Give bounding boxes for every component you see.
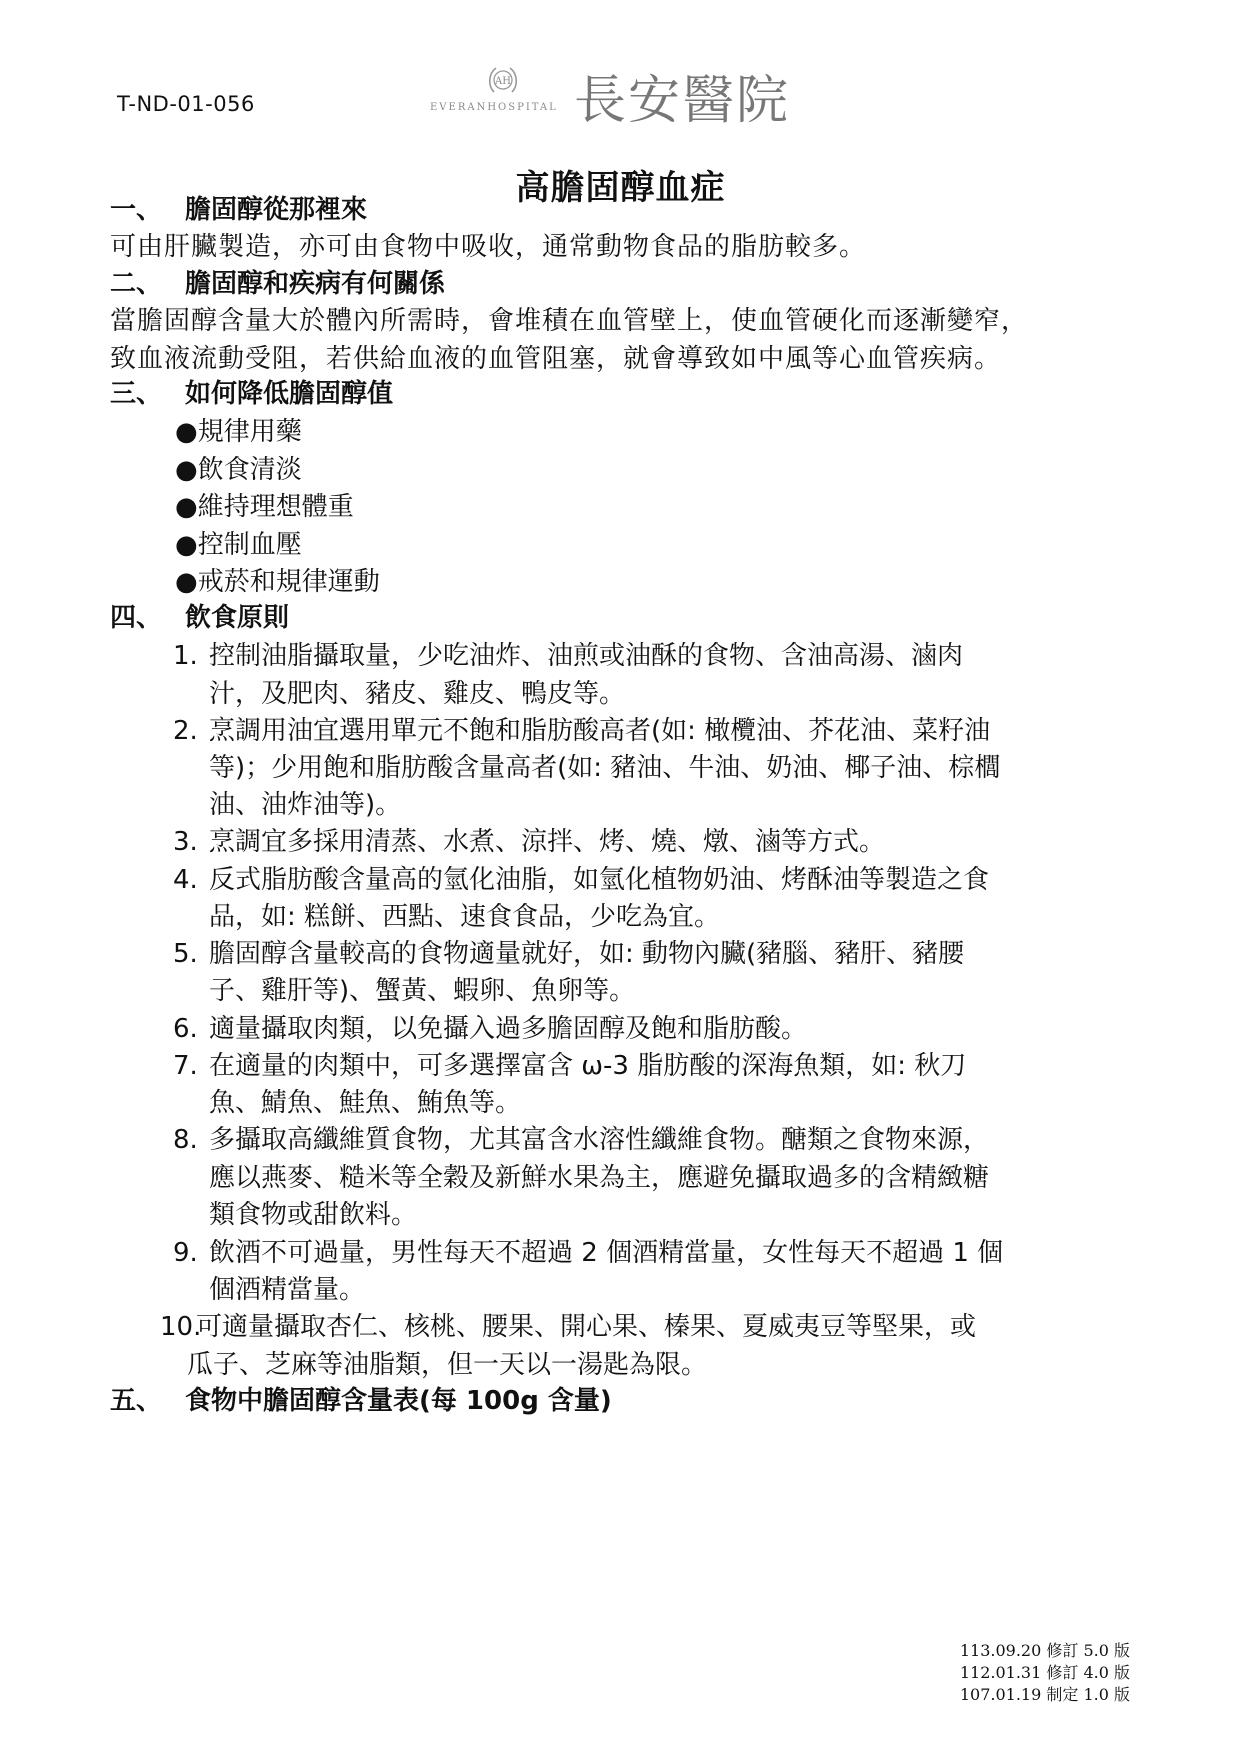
list-item-text: 飲酒不可過量，男性每天不超過 2 個酒精當量，女性每天不超過 1 個 [209, 1238, 1004, 1268]
bullet-text: 戒菸和規律運動 [197, 567, 380, 597]
list-item [160, 1306, 976, 1343]
bullet-item [175, 524, 302, 561]
list-item-continuation: 類食物或甜飲料。 [209, 1200, 418, 1230]
list-number: 9. [173, 1238, 198, 1268]
list-item-continuation: 應以燕麥、糙米等全穀及新鮮水果為主，應避免攝取過多的含精緻糖 [209, 1163, 990, 1193]
list-item [173, 1119, 989, 1156]
section-title: 飲食原則 [185, 603, 290, 633]
list-number: 10. [160, 1312, 202, 1342]
section-number: 三、 [110, 379, 163, 409]
bullet-item [175, 486, 354, 523]
list-item-text: 多攝取高纖維質食物，尤其富含水溶性纖維食物。醣類之食物來源， [209, 1125, 990, 1155]
list-number: 7. [173, 1051, 198, 1081]
bullet-icon: ● [175, 530, 198, 560]
list-item [173, 933, 964, 970]
list-item-continuation: 個酒精當量。 [209, 1275, 366, 1305]
bullet-icon: ● [175, 417, 198, 447]
list-item-text: 控制油脂攝取量，少吃油炸、油煎或油酥的食物、含油高湯、滷肉 [209, 641, 964, 671]
list-item [173, 710, 990, 747]
bullet-text: 飲食清淡 [197, 455, 302, 485]
list-item [173, 1045, 966, 1082]
page-title: 高膽固醇血症 [515, 168, 726, 208]
list-item-text: 烹調宜多採用清蒸、水煮、涼拌、烤、燒、燉、滷等方式。 [209, 827, 886, 857]
list-item [173, 635, 963, 672]
list-item-text: 烹調用油宜選用單元不飽和脂肪酸高者(如: 橄欖油、芥花油、菜籽油 [209, 716, 991, 746]
list-item [173, 859, 989, 896]
section-title: 膽固醇和疾病有何關係 [185, 269, 446, 299]
section-number: 五、 [110, 1386, 163, 1416]
bullet-item [175, 561, 380, 598]
list-item [173, 1232, 1003, 1269]
section-heading [110, 263, 445, 300]
list-item-continuation: 汁，及肥肉、豬皮、雞皮、鴨皮等。 [209, 679, 626, 709]
hospital-emblem-icon [484, 62, 522, 100]
section-title: 如何降低膽固醇值 [185, 379, 394, 409]
paragraph-line: 致血液流動受阻，若供給血液的血管阻塞，就會導致如中風等心血管疾病。 [110, 344, 1002, 374]
list-item [173, 821, 885, 858]
section-title: 食物中膽固醇含量表(每 100g 含量) [185, 1386, 612, 1416]
section-heading [110, 373, 393, 410]
list-item-text: 在適量的肉類中，可多選擇富含 ω-3 脂肪酸的深海魚類，如: 秋刀 [209, 1051, 967, 1081]
svg-text:AH: AH [495, 76, 511, 87]
section-title: 膽固醇從那裡來 [185, 195, 368, 225]
logo-english-name: EVERANHOSPITAL [430, 102, 558, 113]
list-item-continuation: 油、油炸油等)。 [209, 790, 402, 820]
section-heading [110, 597, 289, 634]
list-item-text: 反式脂肪酸含量高的氫化油脂，如氫化植物奶油、烤酥油等製造之食 [209, 865, 990, 895]
bullet-text: 維持理想體重 [197, 492, 354, 522]
revision-note: 107.01.19 制定 1.0 版 [959, 1685, 1130, 1704]
bullet-icon: ● [175, 455, 198, 485]
bullet-text: 控制血壓 [197, 530, 302, 560]
bullet-icon: ● [175, 567, 198, 597]
list-number: 6. [173, 1014, 198, 1044]
revision-note: 113.09.20 修訂 5.0 版 [959, 1641, 1130, 1660]
section-number: 二、 [110, 269, 163, 299]
list-number: 2. [173, 716, 198, 746]
list-number: 4. [173, 865, 198, 895]
logo-chinese-name: 長安醫院 [574, 71, 791, 131]
list-item-text: 適量攝取肉類，以免攝入過多膽固醇及飽和脂肪酸。 [209, 1014, 808, 1044]
section-heading [110, 189, 367, 226]
revision-note: 112.01.31 修訂 4.0 版 [959, 1663, 1130, 1682]
list-item-text: 可適量攝取杏仁、核桃、腰果、開心果、榛果、夏威夷豆等堅果，或 [196, 1312, 977, 1342]
list-item-continuation: 品，如: 糕餅、西點、速食食品，少吃為宜。 [209, 902, 721, 932]
paragraph-line: 當膽固醇含量大於體內所需時，會堆積在血管壁上，使血管硬化而逐漸變窄， [110, 306, 1029, 336]
list-item-continuation: 等)；少用飽和脂肪酸含量高者(如: 豬油、牛油、奶油、椰子油、棕櫚 [209, 753, 1001, 783]
document-code: T-ND-01-056 [117, 92, 255, 116]
section-number: 一、 [110, 195, 163, 225]
list-number: 3. [173, 827, 198, 857]
list-item-continuation: 瓜子、芝麻等油脂類，但一天以一湯匙為限。 [187, 1350, 708, 1380]
section-number: 四、 [110, 603, 163, 633]
bullet-text: 規律用藥 [197, 417, 302, 447]
bullet-item [175, 411, 302, 448]
bullet-item [175, 449, 302, 486]
list-item-continuation: 子、雞肝等)、蟹黃、蝦卵、魚卵等。 [209, 976, 636, 1006]
paragraph-line: 可由肝臟製造，亦可由食物中吸收，通常動物食品的脂肪較多。 [110, 232, 867, 262]
hospital-logo [428, 56, 828, 131]
section-heading [110, 1380, 612, 1417]
list-item-text: 膽固醇含量較高的食物適量就好，如: 動物內臟(豬腦、豬肝、豬腰 [209, 939, 965, 969]
list-item-continuation: 魚、鯖魚、鮭魚、鮪魚等。 [209, 1088, 522, 1118]
list-number: 5. [173, 939, 198, 969]
list-number: 1. [173, 641, 198, 671]
list-item [173, 1008, 807, 1045]
bullet-icon: ● [175, 492, 198, 522]
list-number: 8. [173, 1125, 198, 1155]
